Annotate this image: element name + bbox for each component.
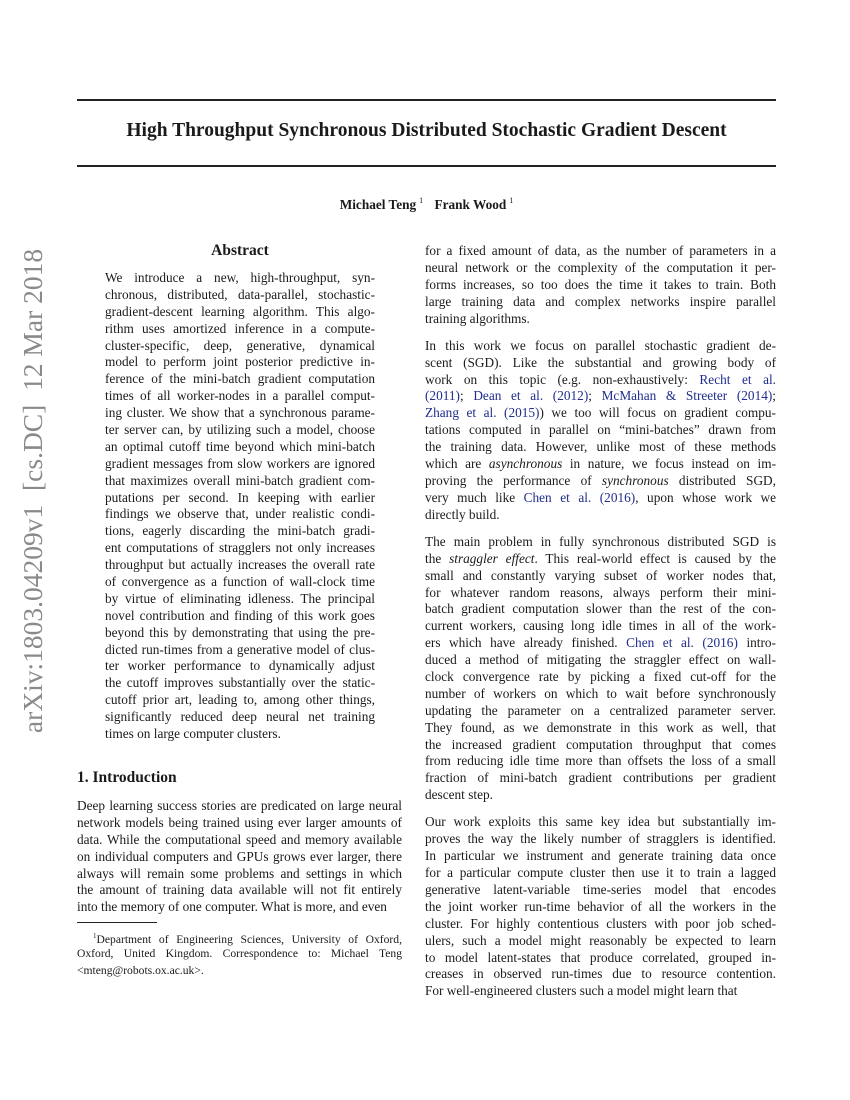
emphasized-text: synchronous: [601, 472, 669, 488]
footnote-line: <mteng@robots.ox.ac.uk>.: [77, 964, 204, 977]
text-line: on individual computers and GPUs grows ever larger, there: [77, 848, 402, 864]
text-line: cutoff prior art, leading to, among other things,: [105, 692, 375, 708]
text-line: scent (SGD). Like the substantial and growing body of: [425, 354, 776, 370]
footnote: [77, 928, 402, 979]
title-bottom-rule: [77, 165, 776, 167]
text-line: for whatever random reasons, always perform their mini-: [425, 584, 776, 600]
text-line: the cutoff improves substantially over the static-: [105, 675, 375, 691]
text-line: ing cluster. We show that a synchronous parame-: [105, 405, 375, 421]
section-heading-introduction: 1. Introduction: [77, 769, 177, 786]
affiliation-mark: 1: [419, 196, 424, 205]
text-line: that maximizes overall mini-batch gradient com-: [105, 472, 375, 488]
text-line: In this work we focus on parallel stochastic gradient de-: [425, 337, 776, 353]
text-line: gradient-descent learning algorithm. This algo-: [105, 303, 375, 319]
text-segment: work on this topic (e.g. non-exhaustively:: [425, 371, 700, 387]
text-line: large training data and complex networks inspire parallel: [425, 293, 776, 309]
text-line: novel contribution and finding of this work goes: [105, 607, 375, 623]
citation-link[interactable]: Dean et al. (2012): [473, 388, 589, 404]
text-line: cluster. For highly contentious clusters with poor job sched-: [425, 915, 776, 931]
text-segment: intro-: [737, 635, 776, 651]
text-segment: the: [425, 550, 450, 566]
text-line: Deep learning success stories are predicated on large neural: [77, 798, 402, 813]
citation-link[interactable]: Chen et al. (2016): [523, 489, 636, 505]
text-line: an optimal cutoff time beyond which mini-batch: [105, 438, 375, 454]
text-line: training algorithms.: [425, 310, 530, 326]
text-line: rithm uses amortized inference in a compute-: [105, 320, 375, 336]
footnote-line: Oxford, United Kingdom. Correspondence to: Michael Teng: [77, 947, 402, 960]
text-line: by virtue of eliminating idleness. The principal: [105, 590, 375, 606]
text-line: proves the way the likely number of stragglers is identified.: [425, 831, 776, 847]
text-line: They found, as we demonstrate in this work as well, that: [425, 719, 776, 735]
text-line: [425, 405, 776, 422]
paragraph: [425, 338, 776, 524]
text-line: ter server can, by utilizing such a model, choose: [105, 422, 375, 438]
text-line: into the memory of one computer. What is more, and even: [77, 899, 387, 915]
text-line: [425, 388, 776, 405]
text-segment: ;: [459, 388, 474, 404]
text-line: In particular we instrument and generate training data once: [425, 848, 776, 864]
text-segment: ;: [772, 388, 776, 404]
text-line: ulers, such a model might reasonably be expected to learn: [425, 932, 776, 948]
text-line: throughput but actually increases the overall rate: [105, 557, 375, 573]
paragraph: [425, 243, 776, 327]
text-line: for a particular compute cluster then use it to train a lagged: [425, 865, 776, 881]
text-line: ter worker performance to dynamically adjust: [105, 658, 375, 674]
text-line: tations computed in parallel on “mini-batches” drawn from: [425, 422, 776, 438]
author: [434, 197, 513, 212]
citation-link[interactable]: Zhang et al. (2015): [425, 405, 540, 421]
text-line: of convergence as a function of wall-clock time: [105, 574, 375, 590]
text-line: forms increases, so too does the time it takes to train. Both: [425, 276, 776, 292]
text-line: the training data. However, unlike most of these methods: [425, 439, 776, 455]
text-segment: which are: [425, 455, 489, 471]
text-line: times on large computer clusters.: [105, 726, 281, 742]
citation-link[interactable]: (2011): [425, 388, 460, 404]
text-line: small and constantly varying subset of worker nodes that,: [425, 567, 776, 583]
text-line: times of all worker-nodes in a parallel comput-: [105, 388, 375, 404]
abstract-heading: Abstract: [211, 242, 269, 259]
abstract-body: [105, 270, 375, 753]
paragraph: [425, 814, 776, 1000]
paper-title: High Throughput Synchronous Distributed Stochastic Gradient Descent: [126, 120, 727, 141]
emphasized-text: straggler effect: [449, 550, 535, 566]
text-line: to model latent-states that produce correlated, grouped in-: [425, 949, 776, 965]
author-list: [77, 196, 776, 213]
text-line: always will remain some problems and settings in which: [77, 865, 402, 881]
text-line: creases in observed run-times due to resource contention.: [425, 966, 776, 982]
text-line: [425, 635, 776, 652]
text-segment: , upon whose work we: [635, 489, 776, 505]
text-line: clock convergence rate by picking a fixed cut-off for the: [425, 668, 776, 684]
text-segment: . This real-world effect is caused by the: [534, 550, 776, 566]
text-line: For well-engineered clusters such a model might learn that: [425, 983, 738, 999]
text-line: network models being trained using ever larger amounts of: [77, 814, 402, 830]
text-segment: proving the performance of: [425, 472, 602, 488]
text-segment: very much like: [425, 489, 524, 505]
footnote-rule: [77, 922, 157, 923]
author-name: Frank Wood: [434, 197, 507, 212]
footnote-text: Department of Engineering Sciences, University of Oxford,: [96, 933, 402, 946]
text-line: the amount of training data available will not fit entirely: [77, 882, 402, 898]
text-line: tions, eagerly discarding the mini-batch gradi-: [105, 523, 375, 539]
text-line: cluster-specific, deep, generative, dynamical: [105, 337, 375, 353]
emphasized-text: asynchronous: [488, 455, 563, 471]
text-line: [425, 551, 776, 568]
text-line: data. While the computational speed and memory available: [77, 831, 402, 847]
text-segment: ;: [588, 388, 602, 404]
text-line: for a fixed amount of data, as the number of parameters in a: [425, 243, 776, 258]
text-line: We introduce a new, high-throughput, syn-: [105, 270, 375, 285]
text-segment: ) we too will focus on gradient compu-: [539, 405, 776, 421]
text-segment: in nature, we focus instead on im-: [562, 455, 776, 471]
text-line: fraction of mini-batch gradient contributions per gradient: [425, 770, 776, 786]
text-line: [425, 456, 776, 473]
text-line: neural network or the complexity of the computation it per-: [425, 259, 776, 275]
affiliation-mark: 1: [509, 196, 514, 205]
text-line: directly build.: [425, 506, 500, 522]
paragraph: [425, 534, 776, 804]
text-line: ent computations of stragglers not only increases: [105, 540, 375, 556]
paragraph: [105, 270, 375, 743]
text-line: the joint worker run-time behavior of all the workers in the: [425, 898, 776, 914]
text-line: the increased gradient computation throughput that comes: [425, 736, 776, 752]
introduction-body: [77, 798, 402, 927]
footnote-mark: 1: [93, 932, 97, 940]
text-line: significantly reduced deep neural net training: [105, 709, 375, 725]
author-name: Michael Teng: [339, 197, 417, 212]
text-line: The main problem in fully synchronous distributed SGD is: [425, 533, 776, 549]
text-line: Our work exploits this same key idea but substantially im-: [425, 814, 776, 830]
text-line: from reducing idle time more than offsets the loss of a small: [425, 753, 776, 769]
text-segment: distributed SGD,: [668, 472, 776, 488]
arxiv-identifier-stamp: arXiv:1803.04209v1 [cs.DC] 12 Mar 2018: [17, 248, 48, 734]
text-line: [425, 372, 776, 389]
text-line: chronous, distributed, data-parallel, stochastic-: [105, 286, 375, 302]
footnote-line: [77, 928, 402, 945]
citation-link[interactable]: McMahan & Streeter (2014): [601, 388, 773, 404]
text-line: dicted run-times from a generative model of clus-: [105, 641, 375, 657]
title-top-rule: [77, 99, 776, 101]
text-line: number of workers on which to wait before synchronously: [425, 685, 776, 701]
paragraph: [77, 798, 402, 916]
text-line: descent step.: [425, 787, 493, 803]
text-line: updating the parameter on a centralized parameter server.: [425, 702, 776, 718]
text-line: putations per second. In keeping with earlier: [105, 489, 375, 505]
text-line: [425, 473, 776, 490]
text-line: ference of the mini-batch gradient computation: [105, 371, 375, 387]
citation-link[interactable]: Chen et al. (2016): [626, 635, 738, 651]
citation-link[interactable]: Recht et al.: [699, 371, 776, 387]
text-segment: ers which have already finished.: [425, 635, 627, 651]
text-line: duced a method of mitigating the straggler effect on wall-: [425, 652, 776, 668]
author: [340, 197, 423, 212]
text-line: generative latent-variable time-series model that encodes: [425, 881, 776, 897]
right-column-body: [425, 243, 776, 1010]
text-line: [425, 490, 776, 507]
text-line: gradient messages from slow workers are ignored: [105, 455, 375, 471]
text-line: model to perform joint posterior predictive in-: [105, 354, 375, 370]
text-line: findings we observe that, under realistic condi-: [105, 506, 375, 522]
text-line: beyond this by demonstrating that using the pre-: [105, 624, 375, 640]
text-line: current workers, causing long idle times in all of the work-: [425, 618, 776, 634]
text-line: batch gradient computation slower than the rest of the con-: [425, 601, 776, 617]
